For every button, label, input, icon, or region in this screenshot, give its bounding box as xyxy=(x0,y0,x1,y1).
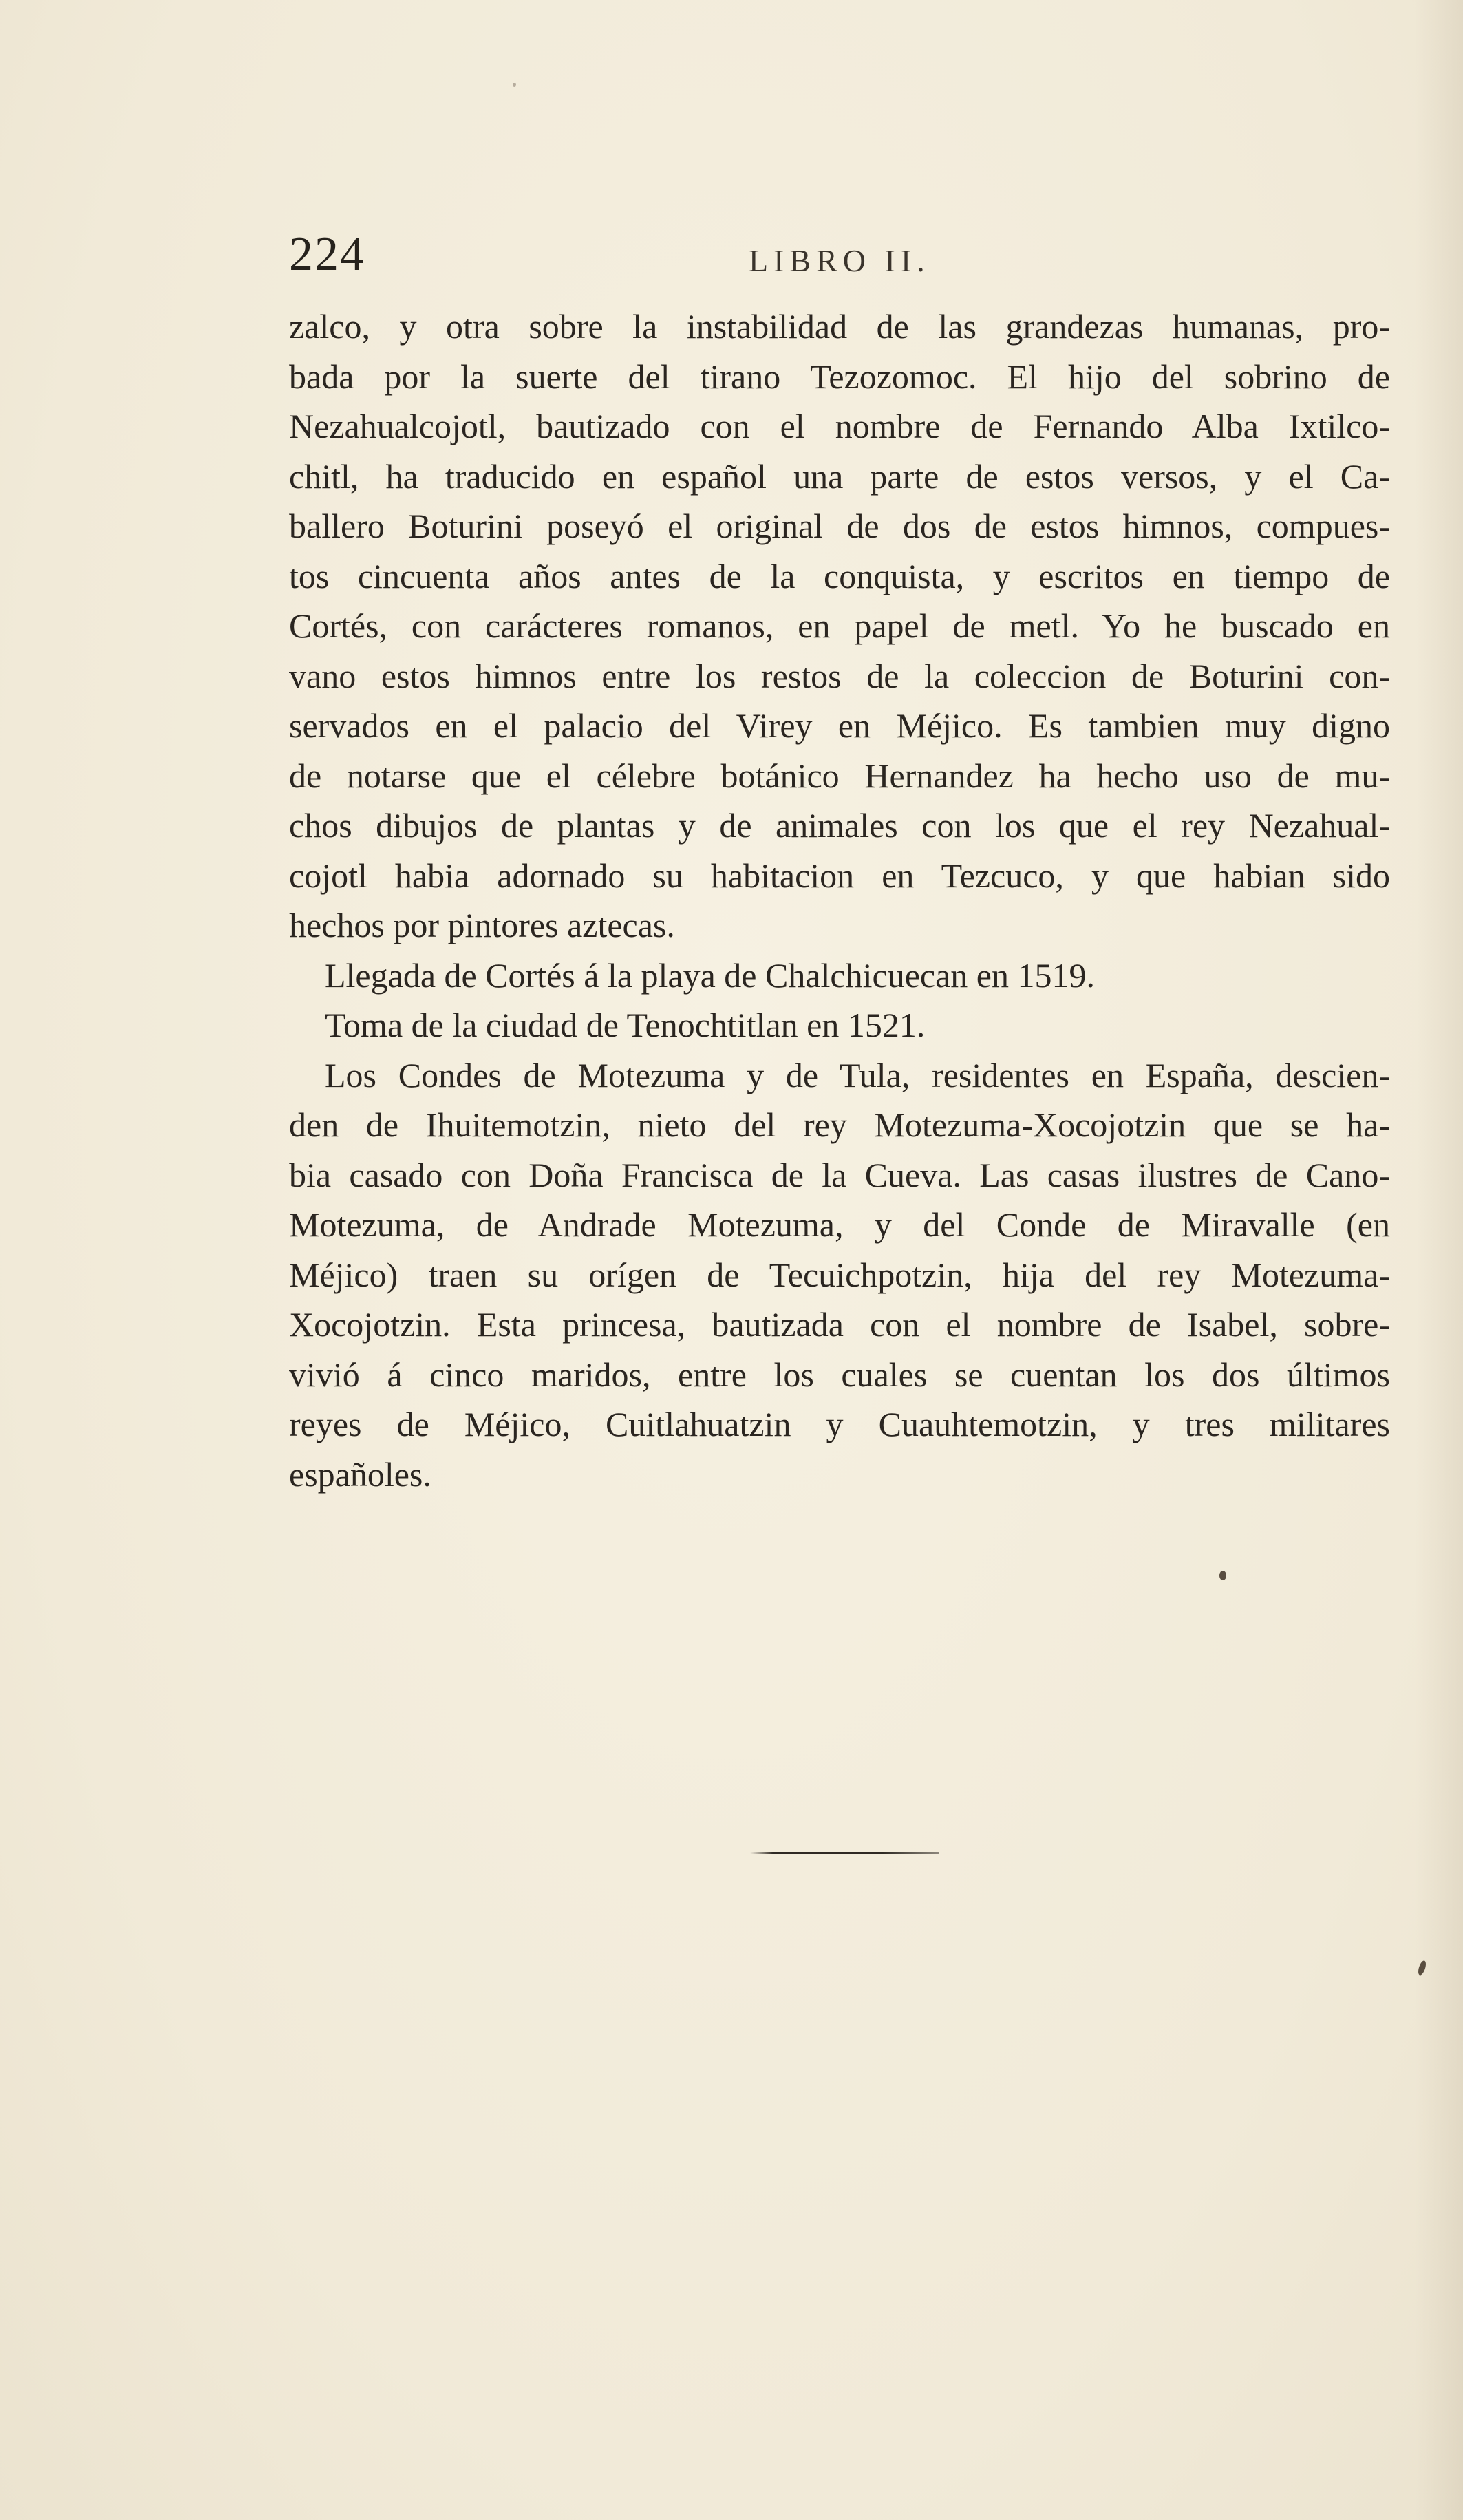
text-block xyxy=(289,301,1390,1499)
text-line: hechos por pintores aztecas. xyxy=(289,906,675,944)
text-line: vano estos himnos entre los restos de la coleccion de Boturini con- xyxy=(289,656,1390,695)
text-line: bia casado con Doña Francisca de la Cueva. Las casas ilustres de Cano- xyxy=(289,1155,1390,1194)
text-line: vivió á cinco maridos, entre los cuales se cuentan los dos últimos xyxy=(289,1355,1390,1394)
page-header xyxy=(289,227,1404,289)
gutter-shadow xyxy=(1415,0,1463,2520)
page-number: 224 xyxy=(289,228,365,281)
running-head: LIBRO II. xyxy=(749,243,930,278)
text-line: Méjico) traen su orígen de Tecuichpotzin, hija del rey Motezuma- xyxy=(289,1255,1390,1294)
text-line: ballero Boturini poseyó el original de dos de estos himnos, compues- xyxy=(289,507,1390,545)
text-line: Llegada de Cortés á la playa de Chalchicuecan en 1519. xyxy=(325,955,1095,995)
text-line: de notarse que el célebre botánico Hernandez ha hecho uso de mu- xyxy=(289,756,1390,795)
text-line: Xocojotzin. Esta princesa, bautizada con el nombre de Isabel, sobre- xyxy=(289,1305,1390,1344)
text-line: den de Ihuitemotzin, nieto del rey Motezuma-Xocojotzin que se ha- xyxy=(289,1105,1390,1144)
text-line: reyes de Méjico, Cuitlahuatzin y Cuauhtemotzin, y tres militares xyxy=(289,1405,1390,1443)
text-line: tos cincuenta años antes de la conquista, y escritos en tiempo de xyxy=(289,556,1390,595)
paper-speck xyxy=(513,83,516,87)
paper-speck xyxy=(1219,1571,1226,1580)
section-divider-rule xyxy=(750,1852,939,1854)
text-line: cojotl habia adornado su habitacion en Tezcuco, y que habian sido xyxy=(289,856,1390,895)
text-line: chitl, ha traducido en español una parte de estos versos, y el Ca- xyxy=(289,456,1390,496)
text-line: chos dibujos de plantas y de animales con los que el rey Nezahual- xyxy=(289,806,1390,845)
text-line: españoles. xyxy=(289,1454,431,1494)
text-line: Los Condes de Motezuma y de Tula, residentes en España, descien- xyxy=(325,1055,1390,1094)
text-line: Motezuma, de Andrade Motezuma, y del Conde de Miravalle (en xyxy=(289,1205,1390,1244)
text-line: Nezahualcojotl, bautizado con el nombre de Fernando Alba Ixtilco- xyxy=(289,407,1390,445)
text-line: servados en el palacio del Virey en Méjico. Es tambien muy digno xyxy=(289,706,1390,745)
text-line: bada por la suerte del tirano Tezozomoc. El hijo del sobrino de xyxy=(289,357,1390,396)
text-line: Toma de la ciudad de Tenochtitlan en 1521. xyxy=(325,1006,926,1044)
text-line: zalco, y otra sobre la instabilidad de las grandezas humanas, pro- xyxy=(289,307,1390,346)
text-line: Cortés, con carácteres romanos, en papel de metl. Yo he buscado en xyxy=(289,606,1390,645)
